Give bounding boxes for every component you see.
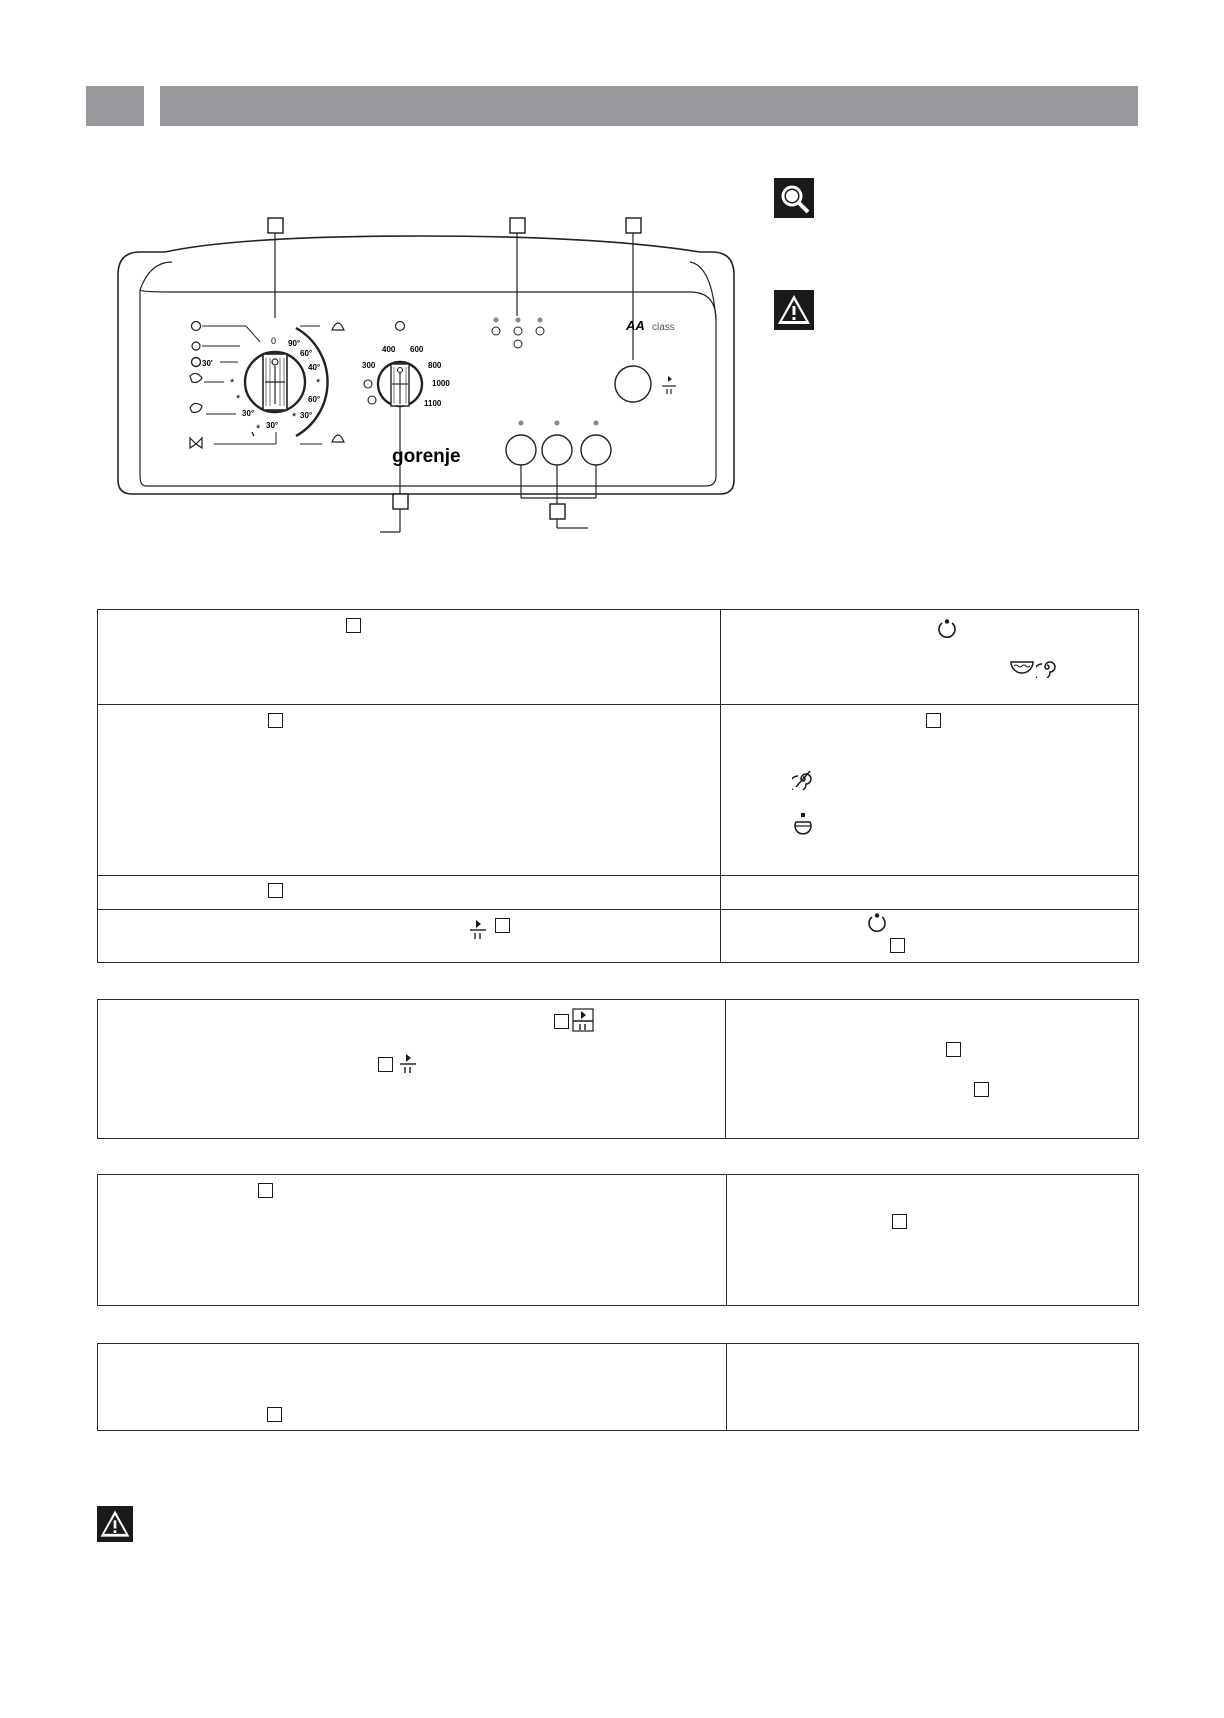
callout-box: [974, 1082, 989, 1097]
callout-box: [346, 618, 361, 633]
svg-text:90°: 90°: [288, 339, 301, 348]
svg-text:*: *: [292, 411, 297, 423]
control-panel-diagram: [0, 0, 760, 540]
callout-box: [258, 1183, 273, 1198]
callout-box: [268, 713, 283, 728]
callout-box: [926, 713, 941, 728]
start-pause-icon: [468, 918, 488, 940]
callout-box: [268, 883, 283, 898]
callout-box: [267, 1407, 282, 1422]
svg-text:30°: 30°: [242, 409, 255, 418]
warning-icon: [774, 290, 814, 330]
brand-logo: gorenje: [392, 446, 461, 467]
magnifier-icon: [774, 178, 814, 218]
end-icon: [936, 618, 958, 640]
end-icon: [866, 912, 888, 934]
option-buttons: [506, 421, 611, 505]
svg-text:*: *: [236, 393, 241, 405]
callout-box: [890, 938, 905, 953]
table-4: [97, 1343, 1139, 1431]
svg-text:*: *: [256, 423, 261, 435]
callout-box: [892, 1214, 907, 1229]
rinse-icon: [1008, 656, 1036, 678]
start-pause-icon: [398, 1052, 418, 1074]
spin-dial: [362, 322, 450, 495]
svg-text:30°: 30°: [266, 421, 279, 430]
svg-text:60°: 60°: [308, 395, 321, 404]
svg-text:*: *: [316, 377, 321, 389]
svg-text:300: 300: [362, 361, 376, 370]
energy-class-label: class: [652, 322, 675, 333]
dial-label: 0: [271, 336, 277, 346]
callout-box: [550, 504, 565, 519]
callout-box: [510, 218, 525, 233]
rinse-hold-icon: [792, 812, 814, 836]
start-pause-icon: [572, 1008, 594, 1032]
svg-text:40°: 40°: [308, 363, 321, 372]
callout-box: [378, 1057, 393, 1072]
svg-text:60°: 60°: [300, 349, 313, 358]
callout-box: [268, 218, 283, 233]
svg-text:30': 30': [202, 359, 213, 368]
start-pause-button: [615, 366, 651, 402]
svg-text:30°: 30°: [300, 411, 313, 420]
callout-box: [946, 1042, 961, 1057]
table-1: [97, 609, 1139, 963]
svg-text:AA: AA: [626, 318, 645, 333]
spin-icon: [1036, 656, 1058, 678]
warning-icon: [97, 1506, 133, 1542]
callout-box: [495, 918, 510, 933]
no-spin-icon: [792, 768, 814, 790]
svg-text:1100: 1100: [424, 399, 442, 408]
callout-box: [554, 1014, 569, 1029]
svg-text:1000: 1000: [432, 379, 450, 388]
svg-text:800: 800: [428, 361, 442, 370]
start-pause-icon: [662, 376, 676, 394]
svg-text:*: *: [230, 377, 235, 389]
callout-box: [393, 494, 408, 509]
program-dial: [190, 322, 344, 449]
svg-text:400: 400: [382, 345, 396, 354]
table-2: [97, 999, 1139, 1139]
indicator-lights: [492, 318, 544, 349]
table-3: [97, 1174, 1139, 1306]
callout-box: [626, 218, 641, 233]
svg-text:600: 600: [410, 345, 424, 354]
